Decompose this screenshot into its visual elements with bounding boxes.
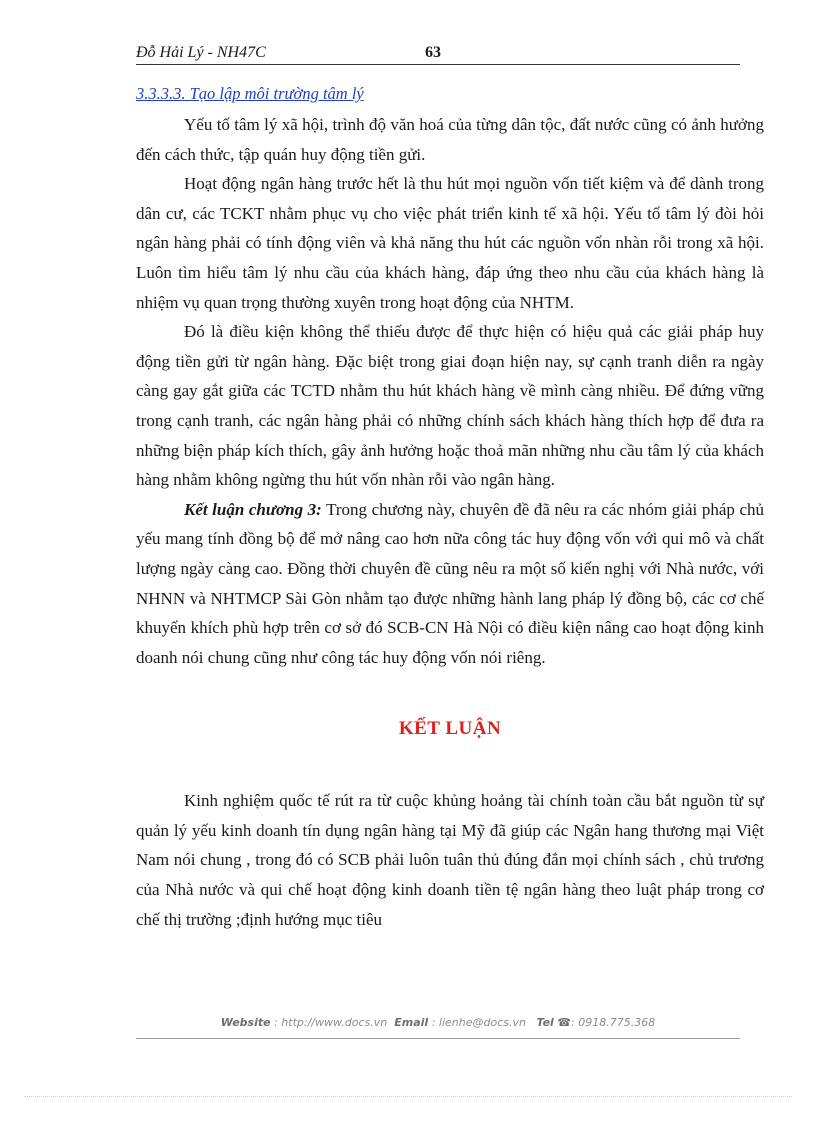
page-footer: [136, 1016, 740, 1039]
footer-email-label: Email: [394, 1016, 429, 1029]
paragraph-2: Hoạt động ngân hàng trước hết là thu hút mọi nguồn vốn tiết kiệm và để dành trong dân cư, các TCKT nhằm phục vụ cho việc phát triển kinh tế xã hội. Yếu tố tâm lý đòi hỏi ngân hàng phải có tính động viên và khả năng thu hút các nguồn vốn nhàn rỗi trong xã hội. Luôn tìm hiểu tâm lý nhu cầu của khách hàng, đáp ứng theo nhu cầu của khách hàng là nhiệm vụ quan trọng thường xuyên trong hoạt động của NHTM.: [136, 174, 764, 312]
page-header: [136, 42, 740, 65]
header-author: Đỗ Hải Lý - NH47C: [136, 44, 266, 61]
paragraph-3: Đó là điều kiện không thể thiếu được để thực hiện có hiệu quả các giải pháp huy động tiền gửi từ ngân hàng. Đặc biệt trong giai đoạn hiện nay, sự cạnh tranh diễn ra ngày càng gay gắt giữa các TCTD nhằm thu hút khách hàng về mình càng nhiều. Để đứng vững trong cạnh tranh, các ngân hàng phải có những chính sách khách hàng thích hợp để đưa ra những biện pháp kích thích, gây ảnh hưởng hoặc thoả mãn những nhu cầu tâm lý của khách hàng nhằm không ngừng thu hút vốn nhàn rỗi vào ngân hàng.: [136, 322, 764, 490]
footer-tel: : 0918.775.368: [571, 1016, 656, 1029]
conclusion-title: KẾT LUẬN: [398, 718, 502, 740]
page-bottom-divider: [24, 1096, 792, 1097]
footer-tel-label: Tel: [536, 1016, 554, 1029]
paragraph-1: Yếu tố tâm lý xã hội, trình độ văn hoá của từng dân tộc, đất nước cũng có ảnh hưởng đến cách thức, tập quán huy động tiền gửi.: [136, 115, 764, 164]
phone-icon: ☎: [557, 1016, 572, 1029]
page-number: 63: [425, 44, 441, 61]
footer-website[interactable]: : http://www.docs.vn: [274, 1016, 388, 1029]
conclusion-paragraph: Kinh nghiệm quốc tế rút ra từ cuộc khủng hoảng tài chính toàn cầu bắt nguồn từ sự quản lý yếu kinh doanh tín dụng ngân hàng tại Mỹ đã giúp các Ngân hang thương mại Việt Nam nói chung , trong đó có SCB phải luôn tuân thủ đúng đắn mọi chính sách , chủ trương của Nhà nước và qui chế hoạt động kinh doanh tiền tệ ngân hàng theo luật pháp trong cơ chế thị trường ;định hướng mục tiêu: [136, 791, 764, 929]
chapter-conclusion-paragraph: [136, 495, 764, 673]
footer-email[interactable]: : lienhe@docs.vn: [431, 1016, 526, 1029]
section-subheading: 3.3.3.3. Tạo lập môi trường tâm lý: [136, 84, 364, 103]
chapter-conclusion-label: Kết luận chương 3:: [184, 499, 322, 519]
page-content: [136, 84, 764, 934]
chapter-conclusion-text: Trong chương này, chuyên đề đã nêu ra các nhóm giải pháp chủ yếu mang tính đồng bộ để mở nâng cao hơn nữa công tác huy động vốn với qui mô và chất lượng ngày càng cao. Đồng thời chuyên đề cũng nêu ra một số kiến nghị với Nhà nước, với NHNN và NHTMCP Sài Gòn nhằm tạo được những hành lang pháp lý đồng bộ, các cơ chế khuyến khích phù hợp trên cơ sở đó SCB-CN Hà Nội có điều kiện nâng cao hoạt động kinh doanh nói chung cũng như công tác huy động vốn nói riêng.: [136, 499, 764, 667]
footer-website-label: Website: [220, 1016, 271, 1029]
